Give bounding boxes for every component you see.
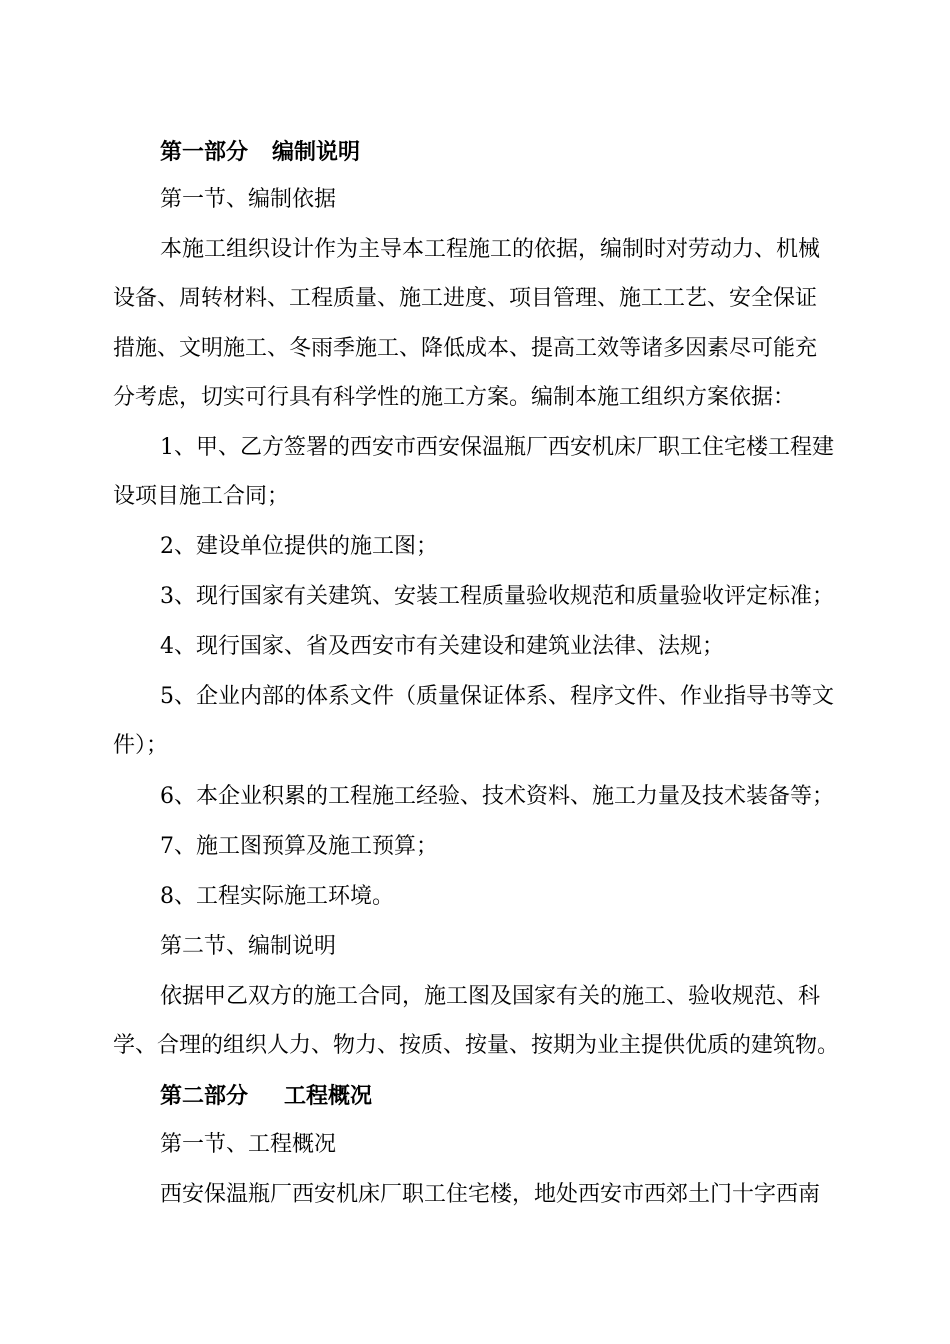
- part1-title: 编制说明: [272, 139, 361, 165]
- part2-title: 工程概况: [284, 1083, 373, 1109]
- section3-heading: 第一节、工程概况: [160, 1132, 337, 1157]
- basis-item-4: 4、现行国家、省及西安市有关建设和建筑业法律、法规；: [160, 634, 724, 659]
- basis-item-5-line-2: 件）；: [113, 733, 169, 758]
- basis-item-3: 3、现行国家有关建筑、安装工程质量验收规范和质量验收评定标准；: [160, 584, 834, 609]
- basis-item-5-line-1: 5、企业内部的体系文件（质量保证体系、程序文件、作业指导书等文: [160, 684, 834, 709]
- part1-label: 第一部分: [160, 139, 249, 165]
- section1-heading: 第一节、编制依据: [160, 187, 337, 212]
- part1-heading: [0, 137, 950, 167]
- part2-heading: [0, 1081, 950, 1111]
- intro-line-1: 本施工组织设计作为主导本工程施工的依据，编制时对劳动力、机械: [160, 237, 821, 262]
- basis-item-8: 8、工程实际施工环境。: [160, 884, 394, 909]
- basis-item-1-line-2: 设项目施工合同；: [113, 484, 290, 509]
- basis-item-1-line-1: 1、甲、乙方签署的西安市西安保温瓶厂西安机床厂职工住宅楼工程建: [160, 435, 834, 460]
- section2-text-line-2: 学、合理的组织人力、物力、按质、按量、按期为业主提供优质的建筑物。: [113, 1033, 840, 1058]
- section2-text-line-1: 依据甲乙双方的施工合同，施工图及国家有关的施工、验收规范、科: [160, 984, 821, 1009]
- section2-heading: 第二节、编制说明: [160, 934, 337, 959]
- basis-item-6: 6、本企业积累的工程施工经验、技术资料、施工力量及技术装备等；: [160, 784, 834, 809]
- basis-item-2: 2、建设单位提供的施工图；: [160, 534, 438, 559]
- basis-item-7: 7、施工图预算及施工预算；: [160, 834, 438, 859]
- intro-line-3: 措施、文明施工、冬雨季施工、降低成本、提高工效等诸多因素尽可能充: [113, 336, 818, 361]
- intro-line-2: 设备、周转材料、工程质量、施工进度、项目管理、施工工艺、安全保证: [113, 286, 818, 311]
- intro-line-4: 分考虑，切实可行具有科学性的施工方案。编制本施工组织方案依据：: [113, 385, 796, 410]
- part2-label: 第二部分: [160, 1083, 249, 1109]
- section3-text-line-1: 西安保温瓶厂西安机床厂职工住宅楼，地处西安市西郊土门十字西南: [160, 1182, 821, 1207]
